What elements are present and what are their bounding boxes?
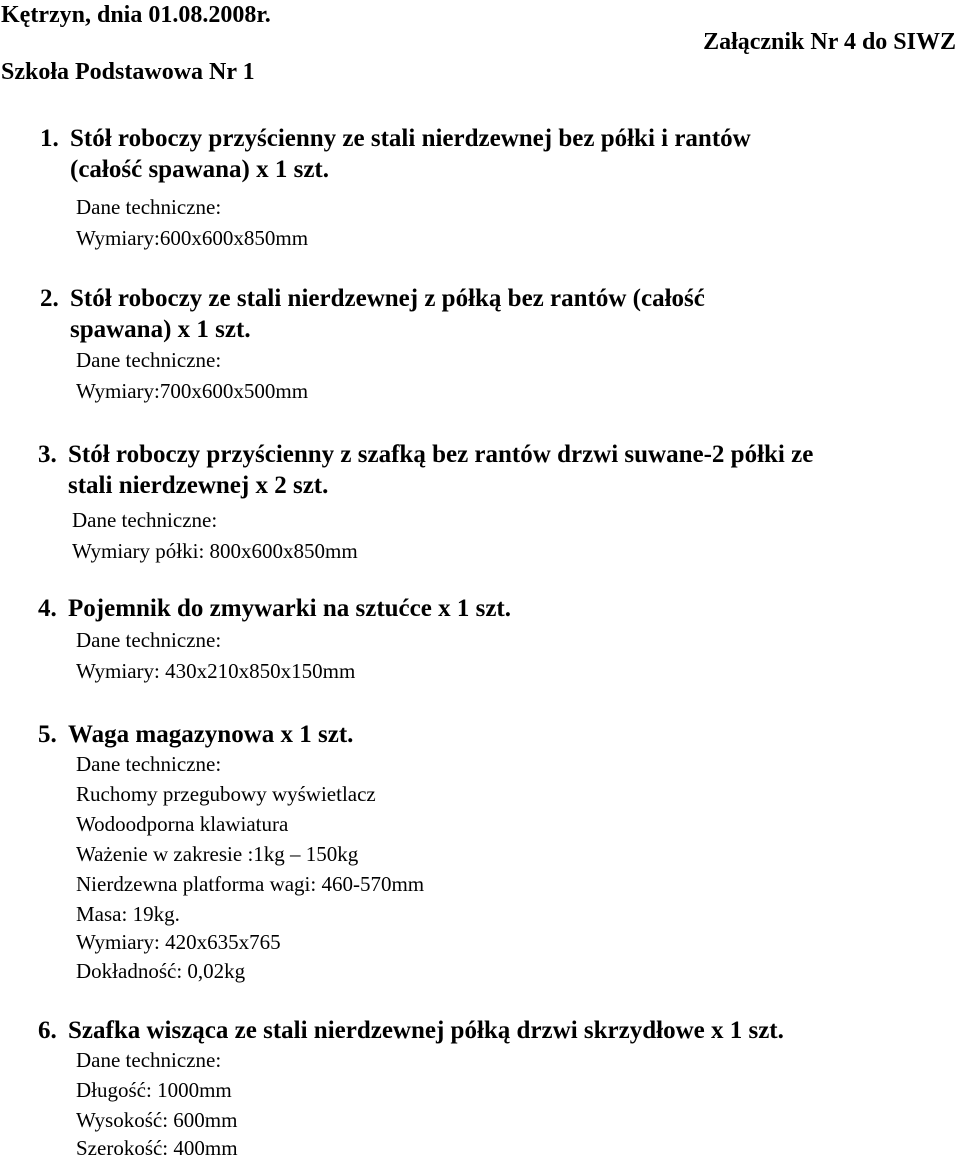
- dane-label: Dane techniczne:: [76, 1048, 222, 1072]
- detail-line: Wymiary: 430x210x850x150mm: [76, 659, 356, 683]
- detail-line: Wymiary: 420x635x765: [76, 930, 281, 954]
- item-number: 5.: [38, 721, 57, 748]
- item-5-title: [38, 719, 353, 750]
- detail-line: Wymiary:600x600x850mm: [76, 226, 309, 250]
- detail-line: Dokładność: 0,02kg: [76, 959, 246, 983]
- item-title-line: spawana) x 1 szt.: [70, 316, 251, 343]
- detail-line: Masa: 19kg.: [76, 902, 180, 926]
- dane-label: Dane techniczne:: [72, 508, 218, 532]
- item-number: 6.: [38, 1017, 57, 1044]
- school-name: Szkoła Podstawowa Nr 1: [1, 59, 255, 85]
- annex-label: Załącznik Nr 4 do SIWZ: [703, 29, 956, 55]
- item-title-line: Pojemnik do zmywarki na sztućce x 1 szt.: [68, 595, 511, 622]
- detail-line: Ważenie w zakresie :1kg – 150kg: [76, 842, 359, 866]
- item-1-title: [40, 123, 751, 185]
- item-2-title: [40, 283, 705, 345]
- detail-line: Długość: 1000mm: [76, 1078, 232, 1102]
- place-date: Kętrzyn, dnia 01.08.2008r.: [1, 2, 271, 28]
- detail-line: Nierdzewna platforma wagi: 460-570mm: [76, 872, 425, 896]
- detail-line: Wodoodporna klawiatura: [76, 812, 289, 836]
- detail-line: Wysokość: 600mm: [76, 1108, 238, 1132]
- item-title-line: Stół roboczy przyścienny z szafką bez rantów drzwi suwane-2 półki ze: [68, 441, 814, 468]
- item-title-line: Stół roboczy ze stali nierdzewnej z półką bez rantów (całość: [70, 285, 705, 312]
- item-3-title: [38, 439, 813, 501]
- dane-label: Dane techniczne:: [76, 195, 222, 219]
- item-title-line: Stół roboczy przyścienny ze stali nierdzewnej bez półki i rantów: [70, 125, 751, 152]
- item-4-title: [38, 593, 511, 624]
- detail-line: Ruchomy przegubowy wyświetlacz: [76, 782, 376, 806]
- item-number: 1.: [40, 125, 59, 152]
- item-number: 4.: [38, 595, 57, 622]
- item-number: 3.: [38, 441, 57, 468]
- item-number: 2.: [40, 285, 59, 312]
- detail-line: Wymiary półki: 800x600x850mm: [72, 539, 358, 563]
- item-6-title: [38, 1015, 784, 1046]
- item-title-line: (całość spawana) x 1 szt.: [70, 156, 330, 183]
- detail-line: Wymiary:700x600x500mm: [76, 379, 309, 403]
- dane-label: Dane techniczne:: [76, 752, 222, 776]
- item-title-line: stali nierdzewnej x 2 szt.: [68, 472, 329, 499]
- item-title-line: Szafka wisząca ze stali nierdzewnej półką drzwi skrzydłowe x 1 szt.: [68, 1017, 784, 1044]
- dane-label: Dane techniczne:: [76, 348, 222, 372]
- item-title-line: Waga magazynowa x 1 szt.: [68, 721, 354, 748]
- detail-line: Szerokość: 400mm: [76, 1136, 238, 1160]
- dane-label: Dane techniczne:: [76, 628, 222, 652]
